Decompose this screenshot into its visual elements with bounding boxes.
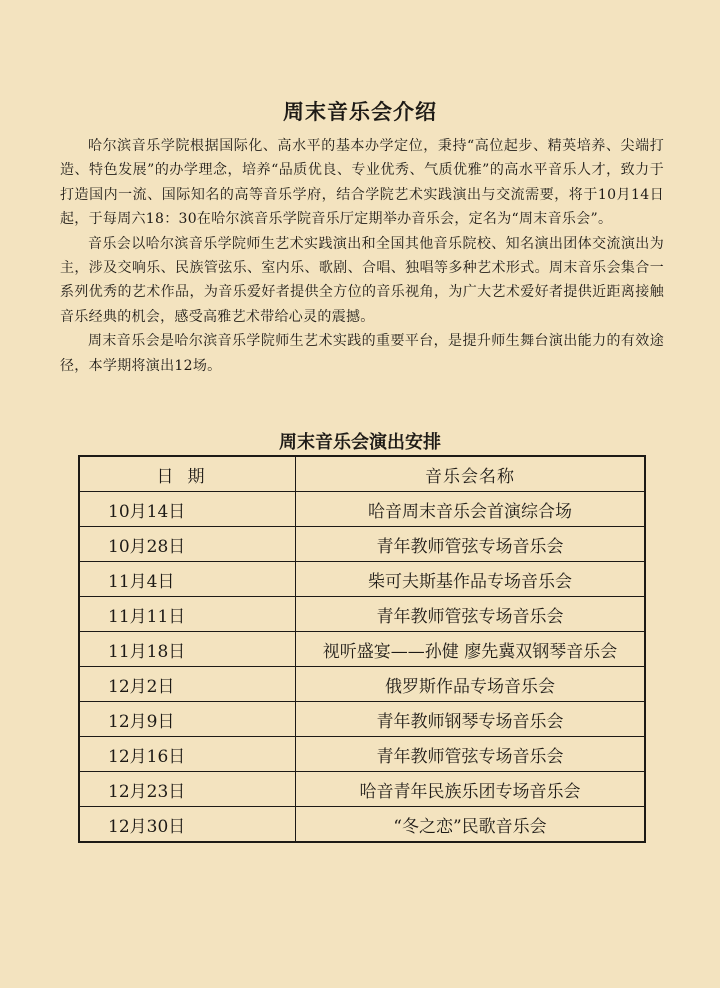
- concert-date: 12月30日: [79, 807, 296, 843]
- intro-paragraph: 哈尔滨音乐学院根据国际化、高水平的基本办学定位，秉持“高位起步、精英培养、尖端打造、特色发展”的办学理念，培养“品质优良、专业优秀、气质优雅”的高水平音乐人才，致力于打造国内一流、国际知名的高等音乐学府，结合学院艺术实践演出与交流需要，将于10月14日起，于每周六18：30在哈尔滨音乐学院音乐厅定期举办音乐会，定名为“周末音乐会”。: [60, 138, 664, 228]
- concert-date: 12月16日: [79, 737, 296, 772]
- concert-name: “冬之恋”民歌音乐会: [296, 807, 646, 843]
- intro-paragraph: 音乐会以哈尔滨音乐学院师生艺术实践演出和全国其他音乐院校、知名演出团体交流演出为主，涉及交响乐、民族管弦乐、室内乐、歌剧、合唱、独唱等多种艺术形式。周末音乐会集合一系列优秀的艺术作品，为音乐爱好者提供全方位的音乐视角，为广大艺术爱好者提供近距离接触音乐经典的机会，感受高雅艺术带给心灵的震撼。: [60, 235, 664, 325]
- concert-date: 11月11日: [79, 597, 296, 632]
- concert-date: 12月23日: [79, 772, 296, 807]
- intro-paragraph: 周末音乐会是哈尔滨音乐学院师生艺术实践的重要平台，是提升师生舞台演出能力的有效途径，本学期将演出12场。: [60, 333, 664, 374]
- schedule-table: [78, 455, 646, 843]
- table-row: [79, 737, 645, 772]
- intro-body: [60, 134, 664, 378]
- concert-date: 11月18日: [79, 632, 296, 667]
- concert-date: 10月28日: [79, 527, 296, 562]
- date-column-header: 日期: [79, 456, 296, 492]
- concert-date: 11月4日: [79, 562, 296, 597]
- concert-name: 哈音周末音乐会首演综合场: [296, 492, 646, 527]
- concert-name: 柴可夫斯基作品专场音乐会: [296, 562, 646, 597]
- table-row: [79, 667, 645, 702]
- concert-name: 青年教师钢琴专场音乐会: [296, 702, 646, 737]
- concert-date: 12月9日: [79, 702, 296, 737]
- table-row: [79, 772, 645, 807]
- concert-name: 青年教师管弦专场音乐会: [296, 597, 646, 632]
- concert-name: 视听盛宴——孙健 廖先冀双钢琴音乐会: [296, 632, 646, 667]
- concert-name: 青年教师管弦专场音乐会: [296, 527, 646, 562]
- intro-title: 周末音乐会介绍: [283, 99, 437, 124]
- table-header-row: [79, 456, 645, 492]
- table-row: [79, 597, 645, 632]
- table-row: [79, 527, 645, 562]
- concert-name: 哈音青年民族乐团专场音乐会: [296, 772, 646, 807]
- concert-date: 10月14日: [79, 492, 296, 527]
- concert-name: 青年教师管弦专场音乐会: [296, 737, 646, 772]
- name-column-header: 音乐会名称: [296, 456, 646, 492]
- table-row: [79, 492, 645, 527]
- schedule-rows: [79, 492, 645, 843]
- table-row: [79, 807, 645, 843]
- table-row: [79, 632, 645, 667]
- schedule-title: 周末音乐会演出安排: [279, 432, 441, 453]
- table-row: [79, 702, 645, 737]
- table-row: [79, 562, 645, 597]
- concert-date: 12月2日: [79, 667, 296, 702]
- concert-name: 俄罗斯作品专场音乐会: [296, 667, 646, 702]
